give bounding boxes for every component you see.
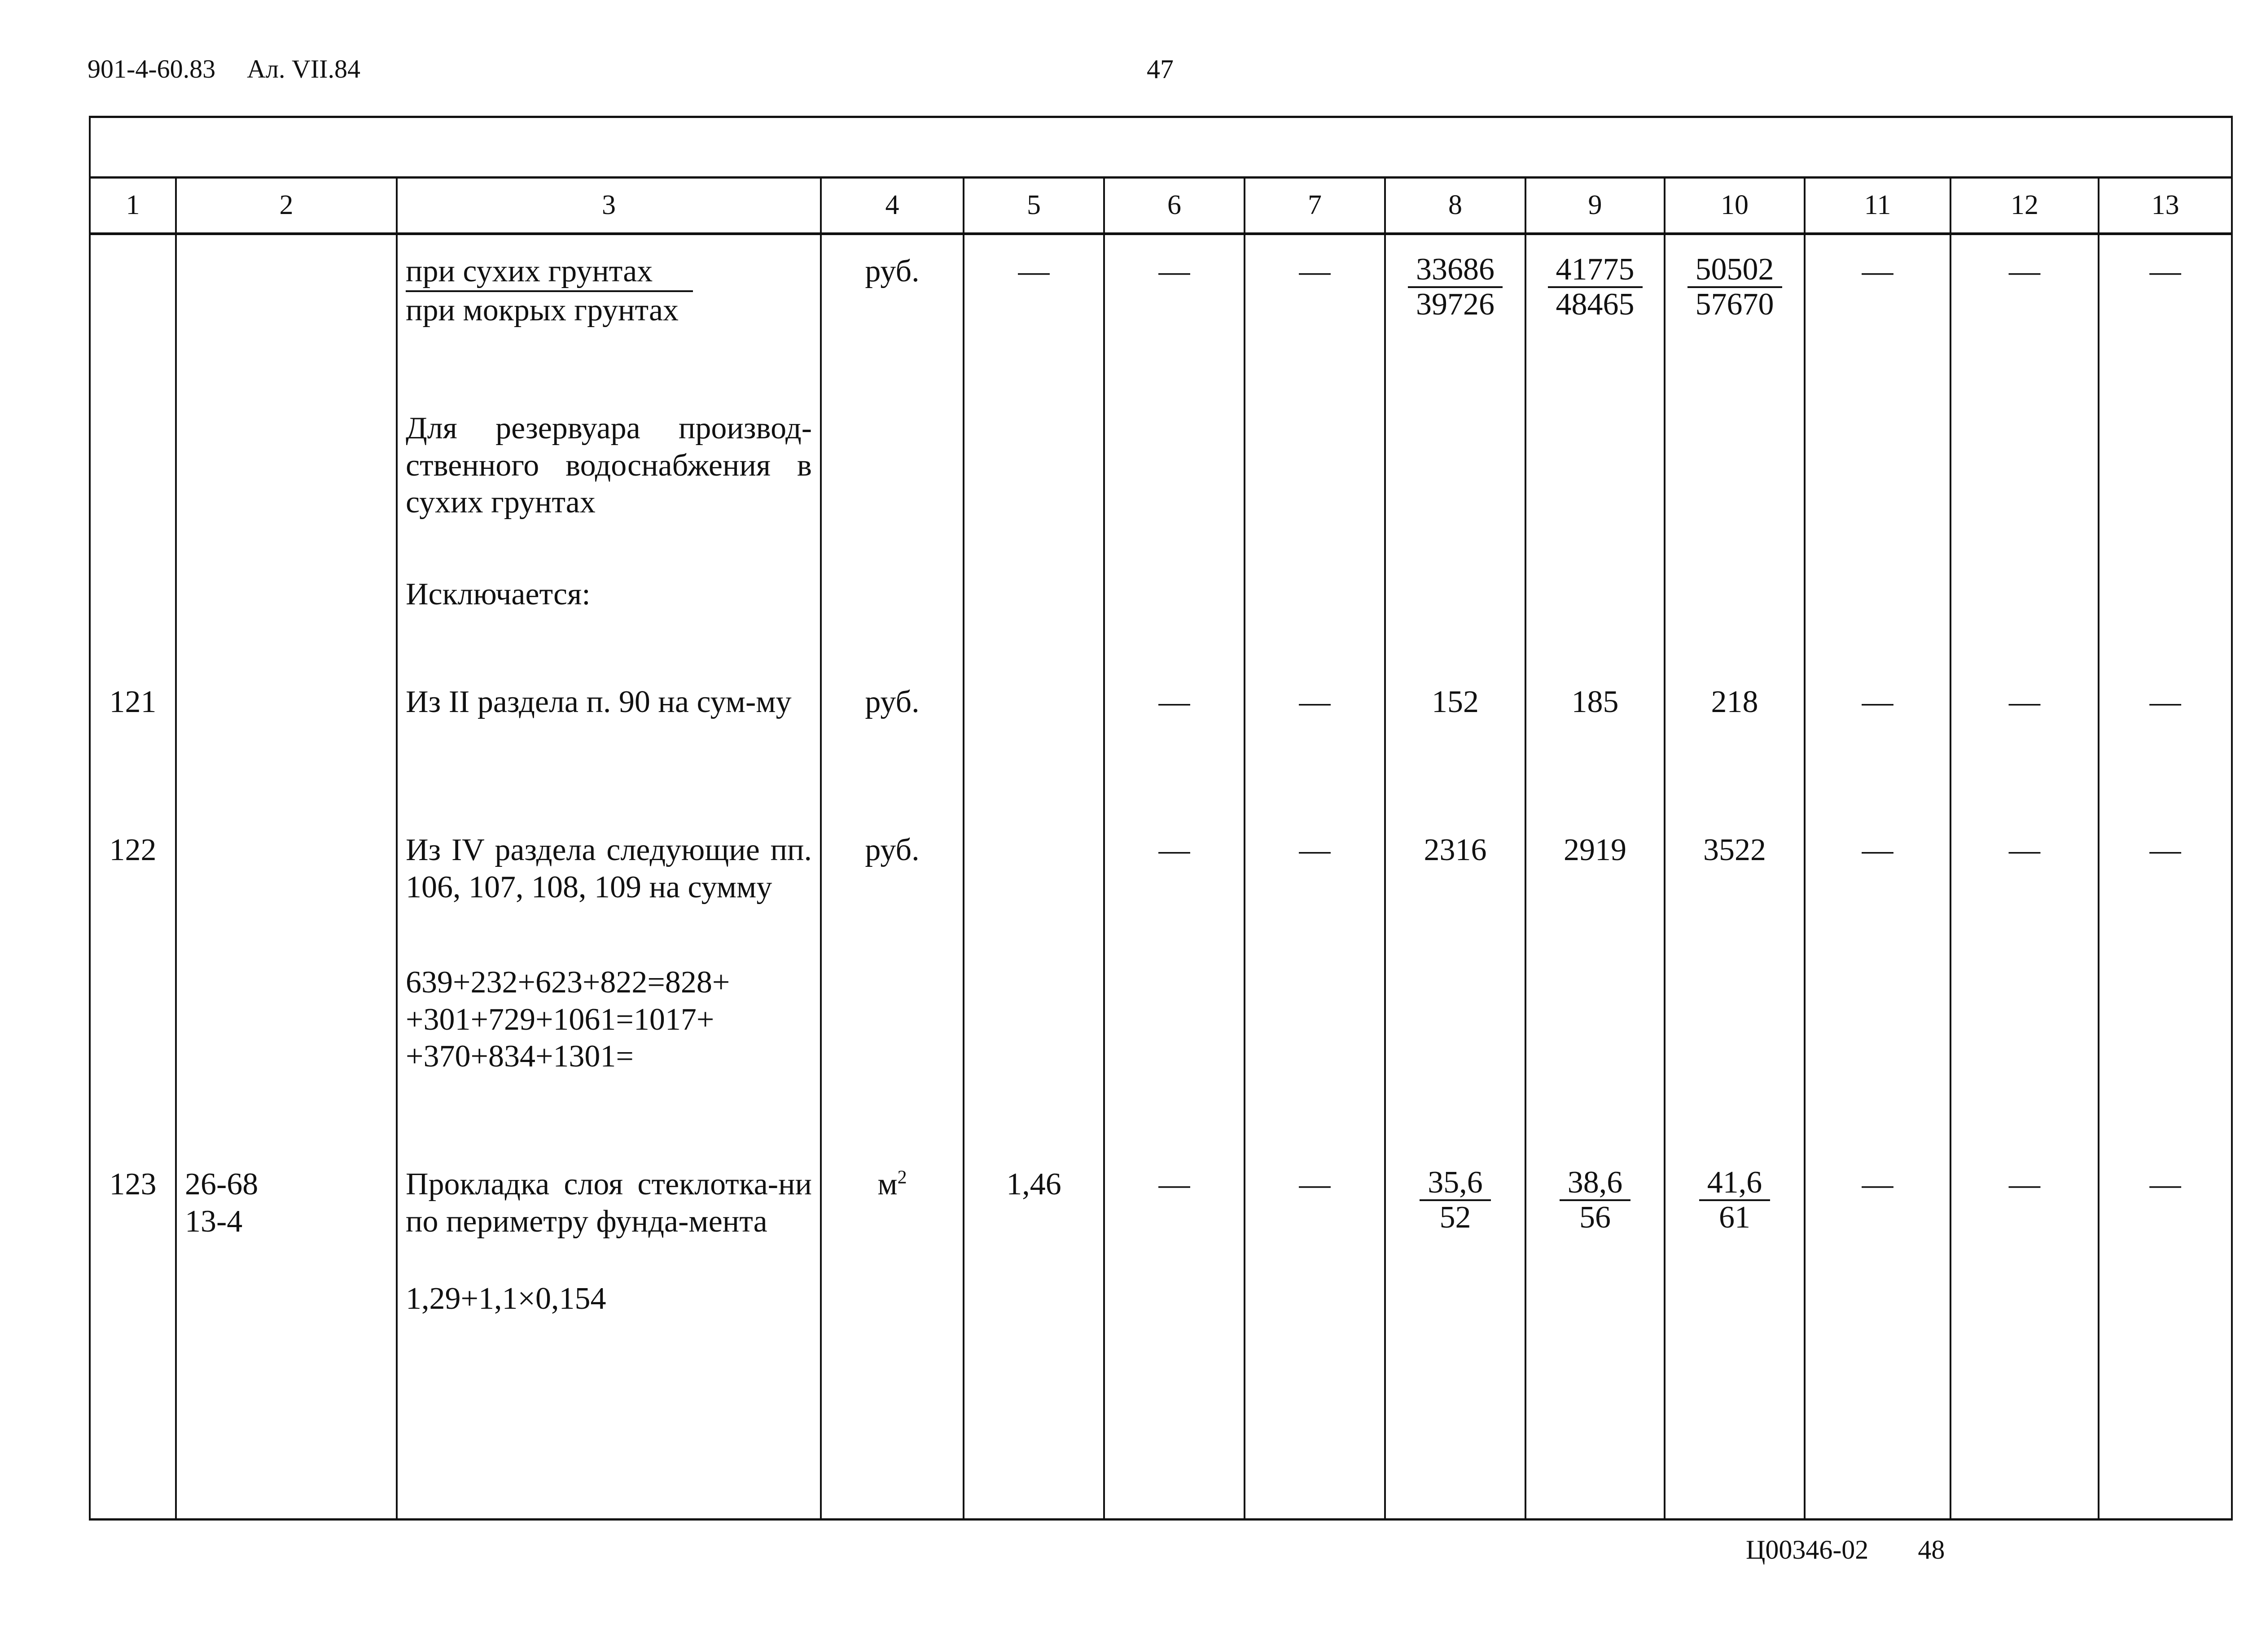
dry-wet-col6: —: [1158, 254, 1190, 288]
col-number: 12: [1950, 178, 2099, 234]
row-121-col11: —: [1862, 685, 1893, 719]
row-122-description: Из IV раздела следующие пп. 106, 107, 108, 109 на сумму: [406, 833, 812, 905]
col-number: 9: [1525, 178, 1665, 234]
calc-line: +370+834+1301=: [406, 1039, 634, 1074]
col-3-cell: [397, 234, 821, 1520]
row-121-col13: —: [2149, 685, 2181, 719]
dry-wet-col9: [1526, 253, 1664, 323]
fraction-denominator: 61: [1719, 1200, 1750, 1235]
doc-code: 901-4-60.83: [88, 54, 216, 83]
empty-header-band: [90, 117, 2232, 178]
row-123-code-line1: 26-68: [185, 1167, 259, 1202]
row-121-col9: 185: [1571, 685, 1619, 719]
col-number: 13: [2099, 178, 2232, 234]
table-body-row: [90, 234, 2232, 1520]
row-122-col6: —: [1158, 833, 1190, 867]
fraction-numerator: 33686: [1408, 253, 1503, 288]
row-123-code: [177, 1166, 396, 1240]
row-122-col8: 2316: [1424, 833, 1487, 867]
dry-wet-col5: —: [1018, 254, 1050, 288]
col-9-cell: [1525, 234, 1665, 1520]
fraction-denominator: 48465: [1556, 287, 1635, 322]
footer-code: Ц00346-02: [1746, 1535, 1869, 1565]
col-number: 11: [1805, 178, 1950, 234]
row-123-col8: [1386, 1166, 1525, 1236]
dry-wet-labels: [398, 253, 820, 329]
row-122-calculation: [398, 964, 820, 1075]
excluded-label: Исключается:: [406, 577, 591, 612]
row-121-number: 121: [109, 685, 157, 719]
dry-wet-col8: [1386, 253, 1525, 323]
calc-line: +301+729+1061=1017+: [406, 1002, 714, 1037]
footer-sheet: 48: [1918, 1535, 1945, 1565]
dry-wet-col11: —: [1862, 254, 1893, 288]
col-11-cell: [1805, 234, 1950, 1520]
col-2-cell: [176, 234, 397, 1520]
row-123-formula: 1,29+1,1×0,154: [406, 1281, 606, 1316]
unit-exponent: 2: [897, 1167, 907, 1188]
row-122-unit: руб.: [865, 833, 920, 867]
row-122-col11: —: [1862, 833, 1893, 867]
col-6-cell: [1104, 234, 1245, 1520]
album-ref: Ал. VII.84: [247, 54, 360, 83]
col-number: 6: [1104, 178, 1245, 234]
col-number: 1: [90, 178, 176, 234]
section-heading: Для резервуара производ-ственного водоснабжения в сухих грунтах: [406, 411, 812, 520]
row-122-col7: —: [1299, 833, 1331, 867]
col-5-cell: [964, 234, 1104, 1520]
row-123-col6: —: [1158, 1167, 1190, 1202]
row-123-col9: [1526, 1166, 1664, 1236]
col-13-cell: [2099, 234, 2232, 1520]
wet-soil-label: при мокрых грунтах: [406, 293, 679, 328]
col-12-cell: [1950, 234, 2099, 1520]
row-123-description: Прокладка слоя стеклотка-ни по периметру фунда-мента: [406, 1167, 812, 1239]
dry-wet-col10: [1665, 253, 1804, 323]
col-number: 2: [176, 178, 397, 234]
fraction-numerator: 35,6: [1420, 1166, 1491, 1201]
fraction-denominator: 57670: [1695, 287, 1774, 322]
row-123-code-line2: 13-4: [185, 1204, 243, 1239]
row-123-col7: —: [1299, 1167, 1331, 1202]
row-123-unit: [822, 1166, 963, 1203]
row-123-col10: [1665, 1166, 1804, 1236]
col-4-cell: [821, 234, 964, 1520]
col-7-cell: [1245, 234, 1385, 1520]
col-8-cell: [1385, 234, 1525, 1520]
table-top-band: [90, 117, 2232, 178]
row-122-col12: —: [2009, 833, 2040, 867]
row-121-unit: руб.: [865, 685, 920, 719]
dry-wet-unit: руб.: [865, 254, 920, 288]
dry-wet-col7: —: [1299, 254, 1331, 288]
fraction-denominator: 56: [1579, 1200, 1611, 1235]
column-number-row: [90, 178, 2232, 234]
row-122-col13: —: [2149, 833, 2181, 867]
row-121-col10: 218: [1711, 685, 1758, 719]
row-122-col10: 3522: [1703, 833, 1766, 867]
unit-base: м: [877, 1167, 898, 1202]
col-number: 8: [1385, 178, 1525, 234]
row-121-description: Из II раздела п. 90 на сум-му: [406, 685, 792, 719]
calc-line: 639+232+623+822=828+: [406, 965, 730, 1000]
fraction-denominator: 39726: [1416, 287, 1495, 322]
fraction-numerator: 41,6: [1699, 1166, 1771, 1201]
row-123-col12: —: [2009, 1167, 2040, 1202]
col-number: 3: [397, 178, 821, 234]
row-121-col8: 152: [1432, 685, 1479, 719]
fraction-numerator: 41775: [1548, 253, 1643, 288]
row-121-col7: —: [1299, 685, 1331, 719]
row-123-col13: —: [2149, 1167, 2181, 1202]
page-footer: [1746, 1534, 1994, 1565]
fraction-numerator: 50502: [1687, 253, 1782, 288]
row-121-col6: —: [1158, 685, 1190, 719]
col-number: 5: [964, 178, 1104, 234]
col-number: 10: [1665, 178, 1805, 234]
row-121-col12: —: [2009, 685, 2040, 719]
row-122-number: 122: [109, 833, 157, 867]
fraction-denominator: 52: [1439, 1200, 1471, 1235]
col-10-cell: [1665, 234, 1805, 1520]
row-123-col11: —: [1862, 1167, 1893, 1202]
row-122-col9: 2919: [1564, 833, 1626, 867]
row-123-col5: 1,46: [1006, 1167, 1061, 1202]
dry-soil-label: при сухих грунтах: [406, 253, 693, 292]
page-number: 47: [1147, 54, 1174, 84]
row-123-number: 123: [109, 1167, 157, 1202]
estimate-table: [89, 116, 2233, 1521]
col-number: 7: [1245, 178, 1385, 234]
col-1-cell: [90, 234, 176, 1520]
dry-wet-col13: —: [2149, 254, 2181, 288]
col-number: 4: [821, 178, 964, 234]
document-header: [88, 54, 392, 84]
fraction-numerator: 38,6: [1560, 1166, 1631, 1201]
dry-wet-col12: —: [2009, 254, 2040, 288]
